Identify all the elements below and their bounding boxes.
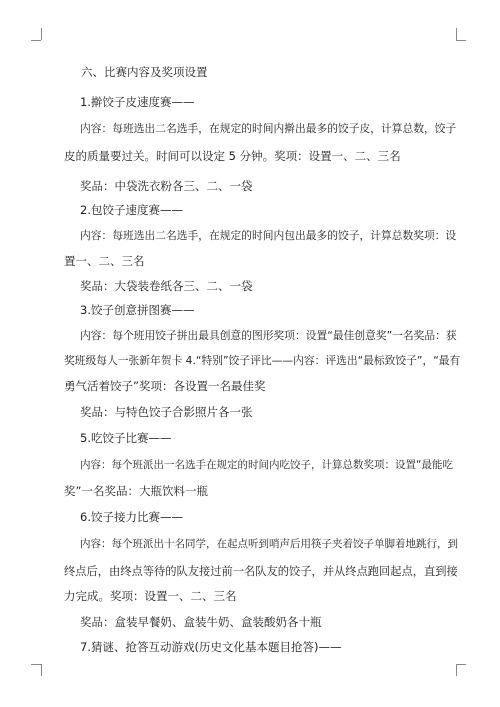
crop-mark-bottom-left [28, 664, 42, 680]
item-1-prize: 奖品：中袋洗衣粉各三、二、一袋 [80, 179, 253, 193]
item-3-content-line-3: 勇气活着饺子”奖项：各设置一名最佳奖 [64, 379, 266, 393]
item-5-content-line-2: 奖”一名奖品：大瓶饮料一瓶 [64, 484, 208, 498]
item-6-title: 6.饺子接力比赛—— [80, 510, 183, 524]
item-2-prize: 奖品：大袋装卷纸各三、二、一袋 [80, 279, 253, 293]
item-6-content-line-3: 力完成。奖项：设置一、二、三名 [64, 589, 237, 603]
crop-mark-bottom-right [456, 664, 470, 680]
item-1-title: 1.擀饺子皮速度赛—— [80, 95, 195, 109]
item-2-title: 2.包饺子速度赛—— [80, 203, 183, 217]
crop-mark-top-right [456, 28, 470, 44]
item-5-content-line-1: 内容：每个班派出一名选手在规定的时间内吃饺子，计算总数奖项：设置“最能吃 [80, 459, 453, 471]
item-3-content-line-2: 奖班级每人一张新年贺卡 4.“特别”饺子评比——内容：评选出“最标致饺子”，“最有 [64, 354, 461, 367]
item-2-content-line-2: 置一、二、三名 [64, 254, 145, 268]
item-3-title: 3.饺子创意拼图赛—— [80, 303, 195, 317]
item-6-content-line-2: 终点后，由终点等待的队友接过前一名队友的饺子，并从终点跑回起点，直到接 [64, 565, 458, 578]
item-3-content-line-1: 内容：每个班用饺子拼出最具创意的图形奖项：设置“最佳创意奖”一名奖品：获 [80, 329, 457, 342]
item-1-content-line-1: 内容：每班选出二名选手，在规定的时间内擀出最多的饺子皮，计算总数，饺子 [80, 122, 457, 135]
crop-mark-top-left [28, 28, 42, 44]
item-6-content-line-1: 内容：每个班派出十名同学，在起点听到哨声后用筷子夹着饺子单脚着地跳行，到 [80, 538, 458, 550]
item-1-content-line-2: 皮的质量要过关。时间可以设定 5 分钟。奖项：设置一、二、三名 [64, 149, 401, 163]
item-3-prize: 奖品：与特色饺子合影照片各一张 [80, 405, 253, 419]
item-2-content-line-1: 内容：每班选出二名选手，在规定的时间内包出最多的饺子，计算总数奖项：设 [80, 229, 457, 242]
item-5-title: 5.吃饺子比赛—— [80, 431, 172, 445]
item-7-title: 7.猜谜、抢答互动游戏(历史文化基本题目抢答)—— [80, 640, 342, 654]
section-heading: 六、比赛内容及奖项设置 [81, 65, 208, 79]
item-6-prize: 奖品：盒装早餐奶、盒装牛奶、盒装酸奶各十瓶 [80, 615, 322, 629]
